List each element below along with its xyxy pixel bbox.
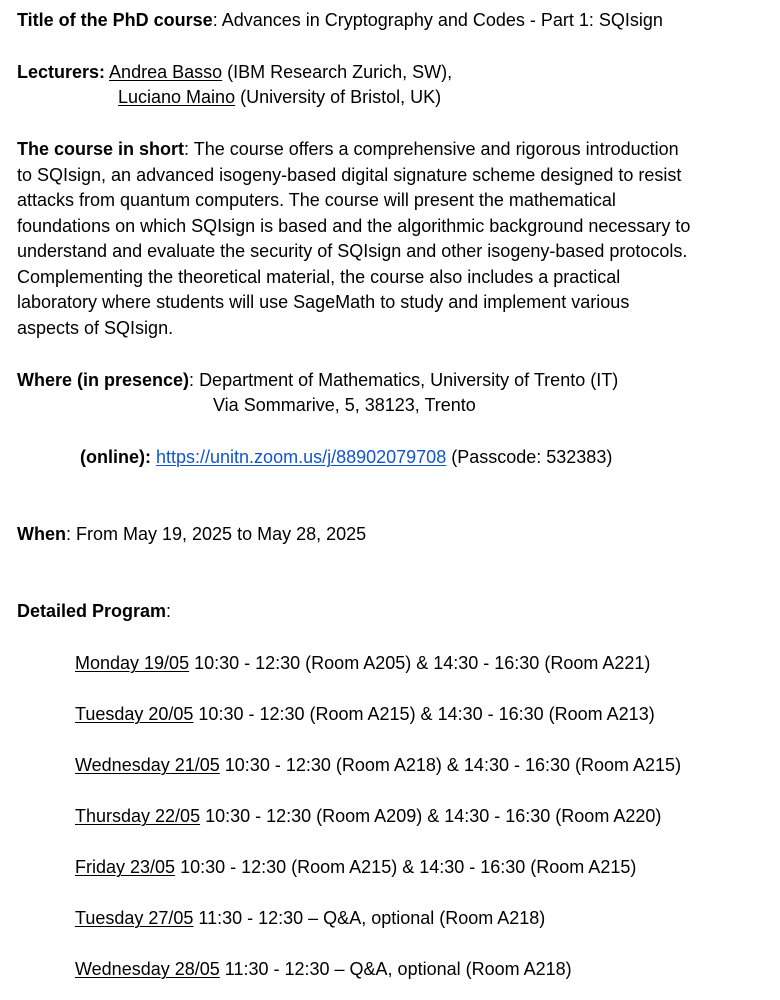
where-line-1 <box>17 368 618 394</box>
course-title-sep: : <box>212 10 222 30</box>
when-label: When <box>17 524 66 544</box>
zoom-link[interactable]: https://unitn.zoom.us/j/88902079708 <box>156 447 447 467</box>
program-details: 10:30 - 12:30 (Room A209) & 14:30 - 16:30 (Room A220) <box>200 806 662 826</box>
program-details: 11:30 - 12:30 – Q&A, optional (Room A218) <box>219 959 572 979</box>
summary-line: to SQIsign, an advanced isogeny-based digital signature scheme designed to resist <box>17 164 682 185</box>
program-day: Wednesday 28/05 <box>75 959 220 979</box>
program-day: Tuesday 20/05 <box>75 704 194 724</box>
program-item <box>17 753 681 779</box>
program-item <box>17 906 545 932</box>
when-line <box>17 522 366 548</box>
summary-line <box>17 137 690 163</box>
program-item <box>17 651 650 677</box>
program-day: Tuesday 27/05 <box>75 908 194 928</box>
course-summary <box>17 137 690 341</box>
summary-text-line: The course offers a comprehensive and rigorous introduction <box>193 139 679 159</box>
program-details: 10:30 - 12:30 (Room A205) & 14:30 - 16:30 (Room A221) <box>189 653 651 673</box>
lecturer-affiliation-basso: (IBM Research Zurich, SW), <box>222 62 453 82</box>
program-label: Detailed Program <box>17 601 167 621</box>
lecturers-label: Lecturers: <box>17 62 106 82</box>
lecturer-name-basso[interactable]: Andrea Basso <box>109 62 223 82</box>
lecturer-affiliation-maino: (University of Bristol, UK) <box>235 87 442 107</box>
program-item <box>17 702 655 728</box>
zoom-passcode: (Passcode: 532383) <box>446 447 613 467</box>
program-item <box>17 855 636 881</box>
program-details: 10:30 - 12:30 (Room A215) & 14:30 - 16:30 (Room A215) <box>175 857 637 877</box>
lecturer-name-maino[interactable]: Luciano Maino <box>118 87 236 107</box>
program-details: 10:30 - 12:30 (Room A218) & 14:30 - 16:30 (Room A215) <box>219 755 682 775</box>
where-address-1: Department of Mathematics, University of Trento (IT) <box>199 370 619 390</box>
online-line <box>17 445 612 471</box>
summary-line: understand and evaluate the security of SQIsign and other isogeny-based protocols. <box>17 241 688 261</box>
program-details: 11:30 - 12:30 – Q&A, optional (Room A218) <box>193 908 546 928</box>
program-day: Monday 19/05 <box>75 653 190 673</box>
where-line-2 <box>17 393 476 419</box>
lecturers-line-1 <box>17 60 452 86</box>
summary-line: Complementing the theoretical material, the course also includes a practical <box>17 266 621 287</box>
course-title-value: Advances in Cryptography and Codes - Part 1: SQIsign <box>221 10 663 30</box>
where-label: Where (in presence) <box>17 370 190 390</box>
summary-line: foundations on which SQIsign is based and the algorithmic background necessary to <box>17 215 691 236</box>
program-day: Wednesday 21/05 <box>75 755 220 775</box>
summary-label: The course in short <box>17 139 185 159</box>
online-label: (online): <box>80 447 151 467</box>
where-address-2: Via Sommarive, 5, 38123, Trento <box>213 395 476 415</box>
program-heading <box>17 599 171 625</box>
summary-line: attacks from quantum computers. The course will present the mathematical <box>17 190 616 210</box>
program-day: Thursday 22/05 <box>75 806 201 826</box>
program-item <box>17 804 661 830</box>
program-item <box>17 957 572 983</box>
when-value: : From May 19, 2025 to May 28, 2025 <box>66 524 367 544</box>
program-details: 10:30 - 12:30 (Room A215) & 14:30 - 16:30 (Room A213) <box>193 704 655 724</box>
course-title-label: Title of the PhD course <box>17 10 213 30</box>
program-sep: : <box>166 601 172 621</box>
course-title-line <box>17 8 663 34</box>
program-day: Friday 23/05 <box>75 857 176 877</box>
lecturers-line-2 <box>17 85 441 111</box>
summary-sep: : <box>184 139 194 159</box>
where-sep: : <box>189 370 200 390</box>
summary-line: aspects of SQIsign. <box>17 317 174 338</box>
summary-line: laboratory where students will use SageMath to study and implement various <box>17 292 630 312</box>
